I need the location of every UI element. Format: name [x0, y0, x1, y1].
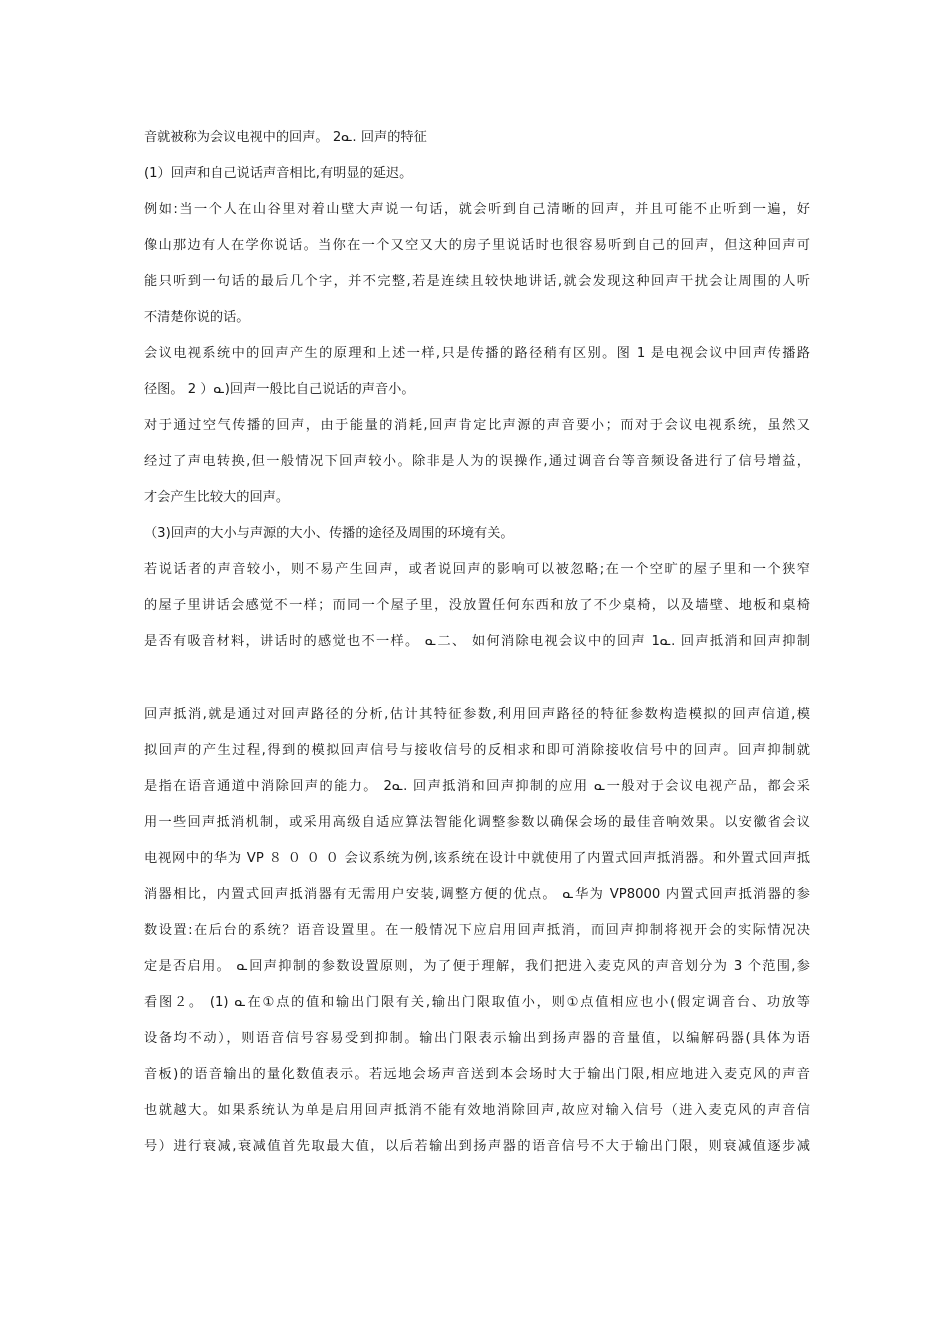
- text-line: 用一些回声抵消机制，或采用高级自适应算法智能化调整参数以确保会场的最佳音响效果。以安徽省会议: [144, 815, 810, 830]
- text-line: (1）回声和自己说话声音相比,有明显的延迟。: [144, 166, 413, 181]
- text-line: 也就越大。如果系统认为单是启用回声抵消不能有效地消除回声,故应对输入信号（进入麦克风的声音信: [144, 1103, 810, 1118]
- text-line: 例如:当一个人在山谷里对着山壁大声说一句话，就会听到自己清晰的回声，并且可能不止听到一遍，好: [144, 202, 810, 217]
- text-line: 会议电视系统中的回声产生的原理和上述一样,只是传播的路径稍有区别。图 1 是电视会议中回声传播路: [144, 346, 810, 361]
- text-line: 的屋子里讲话会感觉不一样；而同一个屋子里，没放置任何东西和放了不少桌椅，以及墙壁、地板和桌椅: [144, 598, 810, 613]
- text-line: 对于通过空气传播的回声，由于能量的消耗,回声肯定比声源的声音要小；而对于会议电视系统，虽然又: [144, 418, 810, 433]
- text-line: 是否有吸音材料，讲话时的感觉也不一样。 ᓇ二、 如何消除电视会议中的回声 1ᓇ. 回声抵消和回声抑制: [144, 634, 810, 649]
- text-line: 看图２。 (1) ᓇ在①点的值和输出门限有关,输出门限取值小，则①点值相应也小(假定调音台、功放等: [144, 995, 810, 1010]
- text-line: 经过了声电转换,但一般情况下回声较小。除非是人为的误操作,通过调音台等音频设备进行了信号增益，: [144, 454, 810, 469]
- text-line: 径图。 2 ）ᓇ)回声一般比自己说话的声音小。: [144, 382, 415, 397]
- text-line: 数设置:在后台的系统？语音设置里。在一般情况下应启用回声抵消，而回声抑制将视开会的实际情况决: [144, 923, 810, 938]
- text-line: 像山那边有人在学你说话。当你在一个又空又大的房子里说话时也很容易听到自己的回声，但这种回声可: [144, 238, 810, 253]
- text-line: 音板)的语音输出的量化数值表示。若远地会场声音送到本会场时大于输出门限,相应地进入麦克风的声音: [144, 1067, 810, 1082]
- text-line: 若说话者的声音较小，则不易产生回声，或者说回声的影响可以被忽略;在一个空旷的屋子里和一个狭窄: [144, 562, 810, 577]
- text-line: 消器相比，内置式回声抵消器有无需用户安装,调整方便的优点。 ᓇ华为 VP8000 内置式回声抵消器的参: [144, 887, 810, 902]
- text-line: 音就被称为会议电视中的回声。 2ᓇ. 回声的特征: [144, 130, 427, 145]
- text-line: 不清楚你说的话。: [144, 310, 250, 325]
- text-line: 设备均不动），则语音信号容易受到抑制。输出门限表示输出到扬声器的音量值，以编解码器(具体为语: [144, 1031, 810, 1046]
- text-line: （3)回声的大小与声源的大小、传播的途径及周围的环境有关。: [144, 526, 514, 541]
- text-line: 是指在语音通道中消除回声的能力。 2ᓇ. 回声抵消和回声抑制的应用 ᓇ一般对于会议电视产品，都会采: [144, 779, 810, 794]
- text-line: 才会产生比较大的回声。: [144, 490, 290, 505]
- text-line: 定是否启用。 ᓇ回声抑制的参数设置原则，为了便于理解，我们把进入麦克风的声音划分为 3 个范围,参: [144, 959, 810, 974]
- text-line: 电视网中的华为 VP ８ ０ ０ ０ 会议系统为例,该系统在设计中就使用了内置式回声抵消器。和外置式回声抵: [144, 851, 810, 866]
- text-line: 号）进行衰减,衰减值首先取最大值，以后若输出到扬声器的语音信号不大于输出门限，则衰减值逐步减: [144, 1139, 810, 1154]
- text-line: 能只听到一句话的最后几个字，并不完整,若是连续且较快地讲话,就会发现这种回声干扰会让周围的人听: [144, 274, 810, 289]
- text-line: 拟回声的产生过程,得到的模拟回声信号与接收信号的反相求和即可消除接收信号中的回声。回声抑制就: [144, 743, 810, 758]
- text-line: 回声抵消,就是通过对回声路径的分析,估计其特征参数,利用回声路径的特征参数构造模拟的回声信道,模: [144, 707, 810, 722]
